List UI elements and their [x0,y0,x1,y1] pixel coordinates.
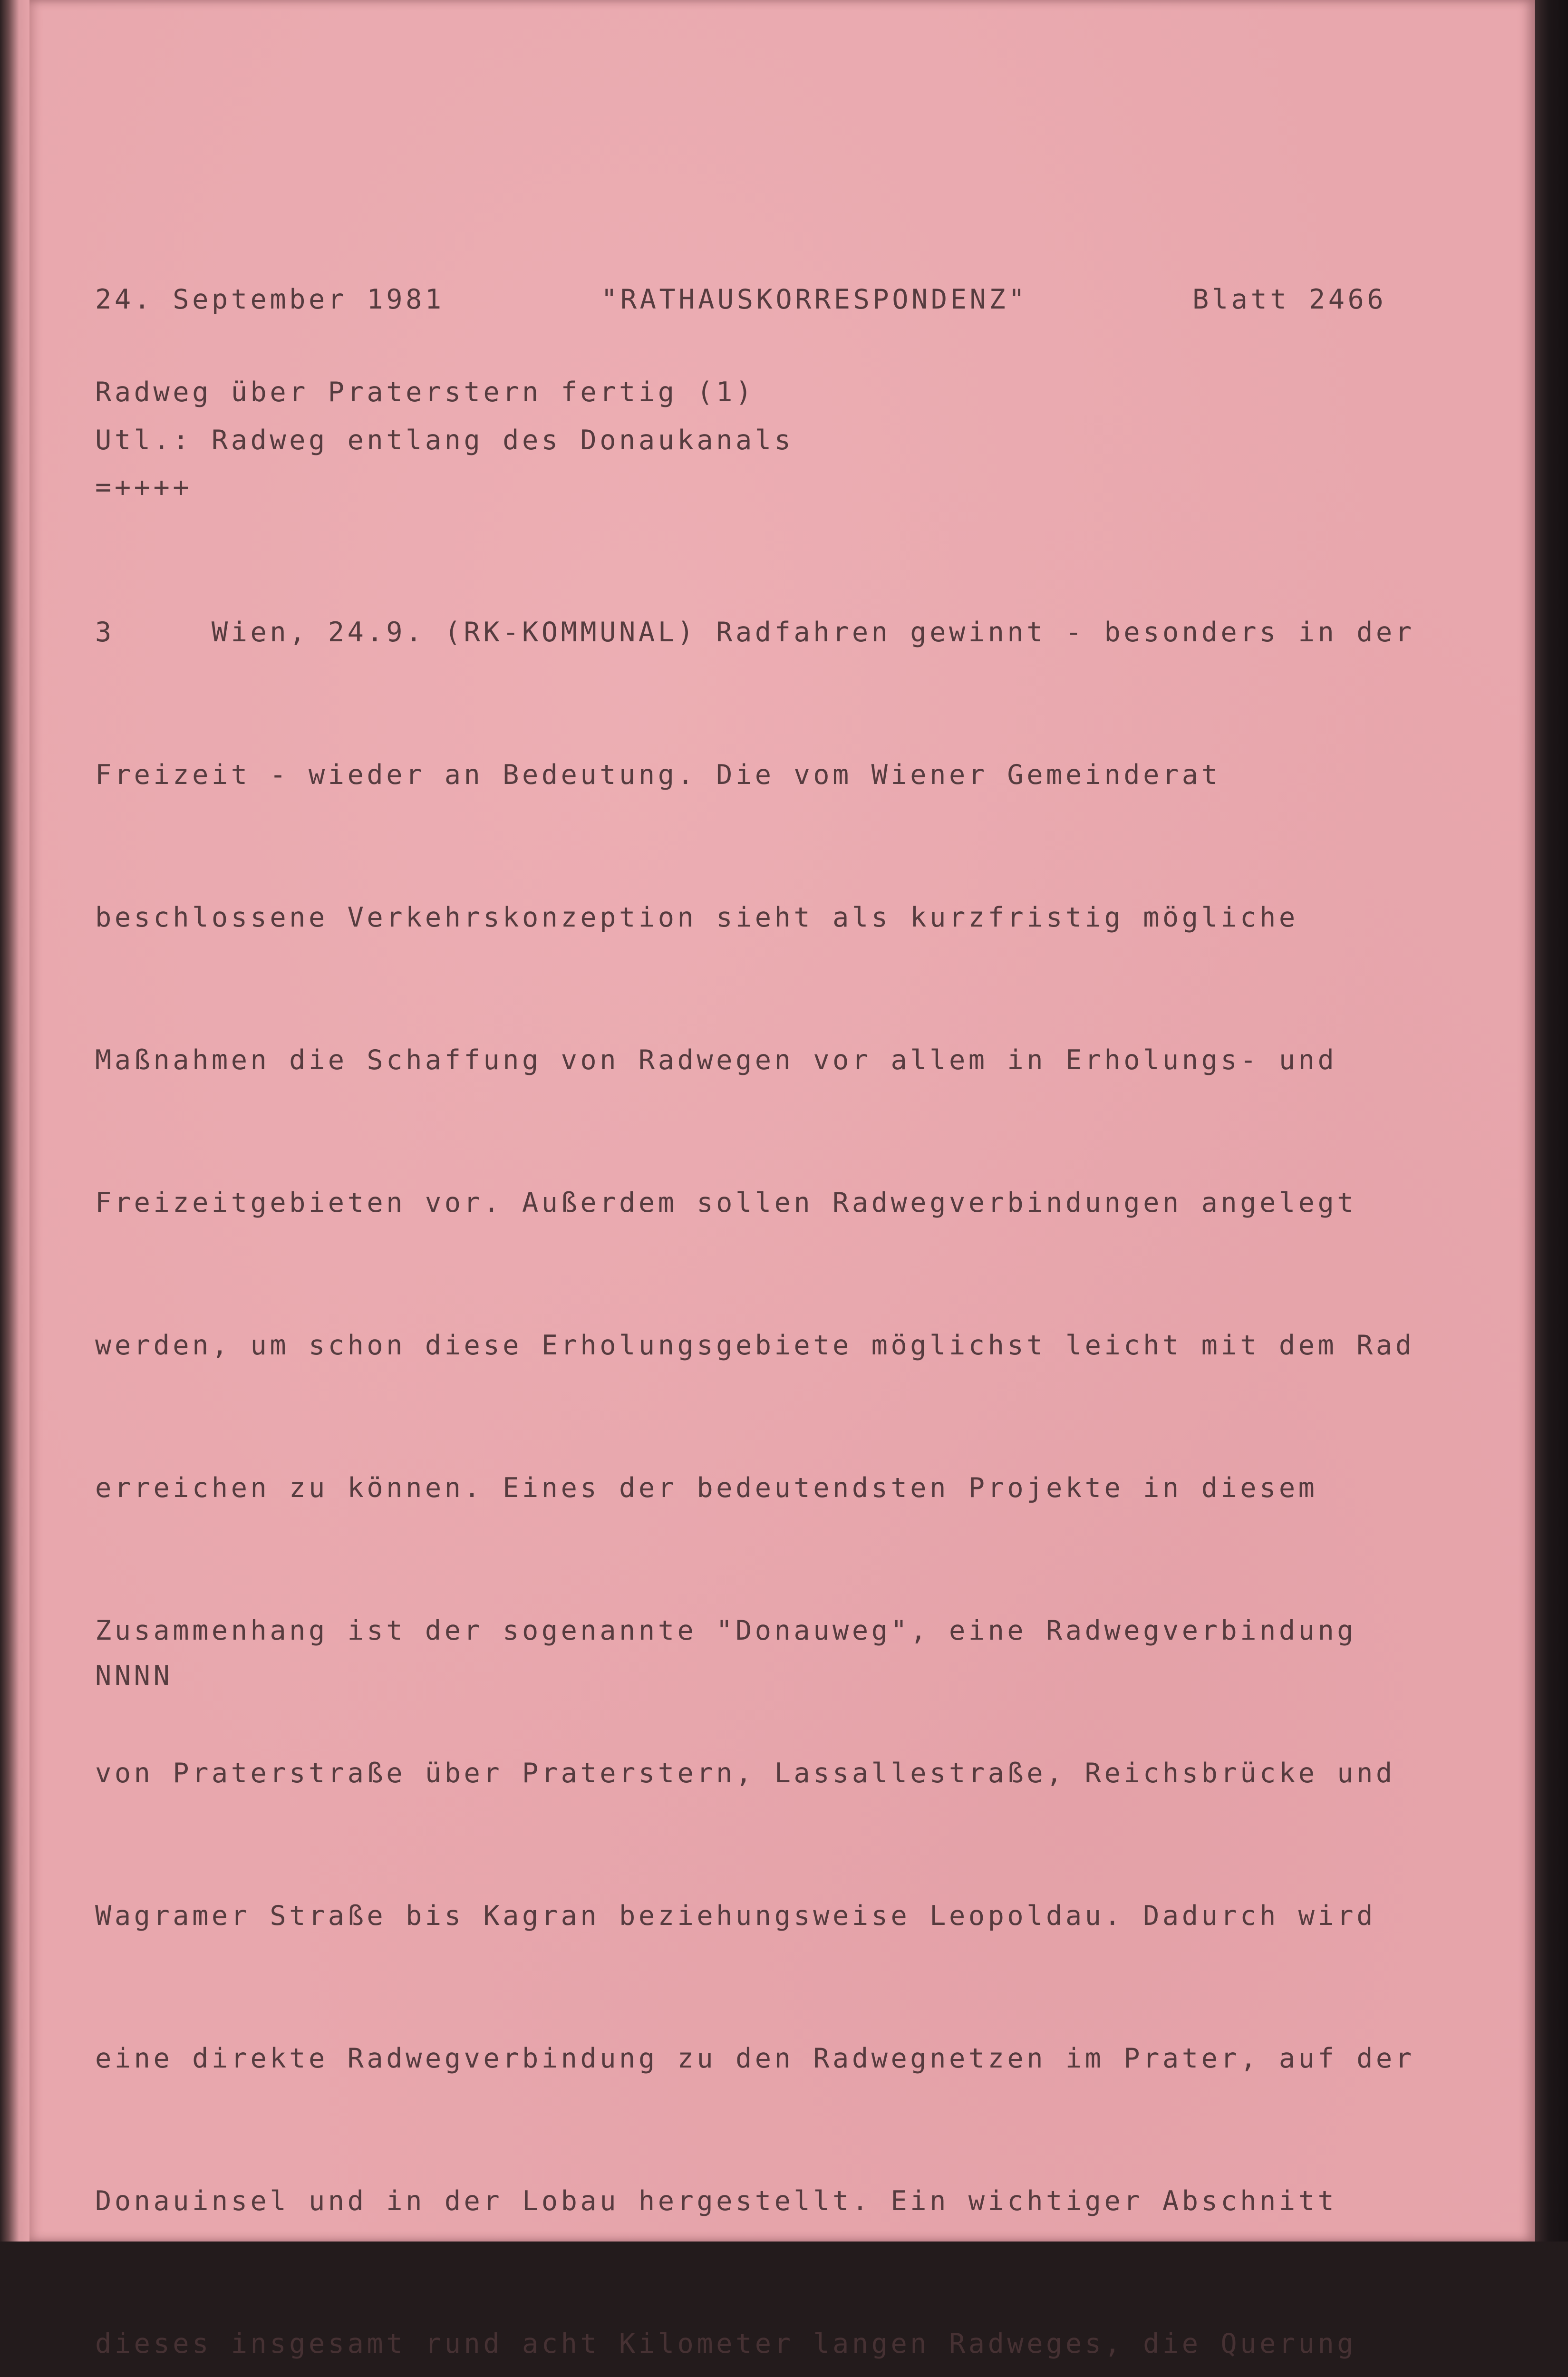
separator-mark: =++++ [95,472,193,503]
body-line: beschlossene Verkehrskonzeption sieht als kurzfristig mögliche [95,902,1298,933]
body-line: werden, um schon diese Erholungsgebiete möglichst leicht mit dem Rad [95,1330,1415,1361]
body-line: eine direkte Radwegverbindung zu den Radwegnetzen im Prater, auf der [95,2043,1415,2074]
body-line: Donauinsel und in der Lobau hergestellt. Ein wichtiger Abschnitt [95,2185,1337,2217]
body-text [95,513,1415,2377]
body-line: Maßnahmen die Schaffung von Radwegen vor allem in Erholungs- und [95,1044,1337,1076]
body-line: dieses insgesamt rund acht Kilometer langen Radweges, die Querung [95,2328,1357,2359]
header-date: 24. September 1981 [95,284,445,315]
right-binding-edge [1535,0,1568,2242]
subheadline: Utl.: Radweg entlang des Donaukanals [95,425,794,456]
end-mark: NNNN [95,1660,173,1691]
left-page-edge [0,0,29,2242]
body-line: Wagramer Straße bis Kagran beziehungsweise Leopoldau. Dadurch wird [95,1900,1376,1932]
header-publication: "RATHAUSKORRESPONDENZ" [601,284,1028,315]
body-line: erreichen zu können. Eines der bedeutendsten Projekte in diesem [95,1472,1318,1504]
body-line: von Praterstraße über Praterstern, Lassallestraße, Reichsbrücke und [95,1758,1395,1789]
body-line: Zusammenhang ist der sogenannte "Donauweg", eine Radwegverbindung [95,1615,1357,1646]
headline: Radweg über Praterstern fertig (1) [95,377,755,408]
body-line: Freizeit - wieder an Bedeutung. Die vom Wiener Gemeinderat [95,759,1221,791]
body-line: Freizeitgebieten vor. Außerdem sollen Radwegverbindungen angelegt [95,1187,1357,1218]
show-through-text [324,475,1335,504]
body-line: 3 Wien, 24.9. (RK-KOMMUNAL) Radfahren gewinnt - besonders in der [95,617,1415,648]
header-page-number: Blatt 2466 [1192,284,1387,315]
